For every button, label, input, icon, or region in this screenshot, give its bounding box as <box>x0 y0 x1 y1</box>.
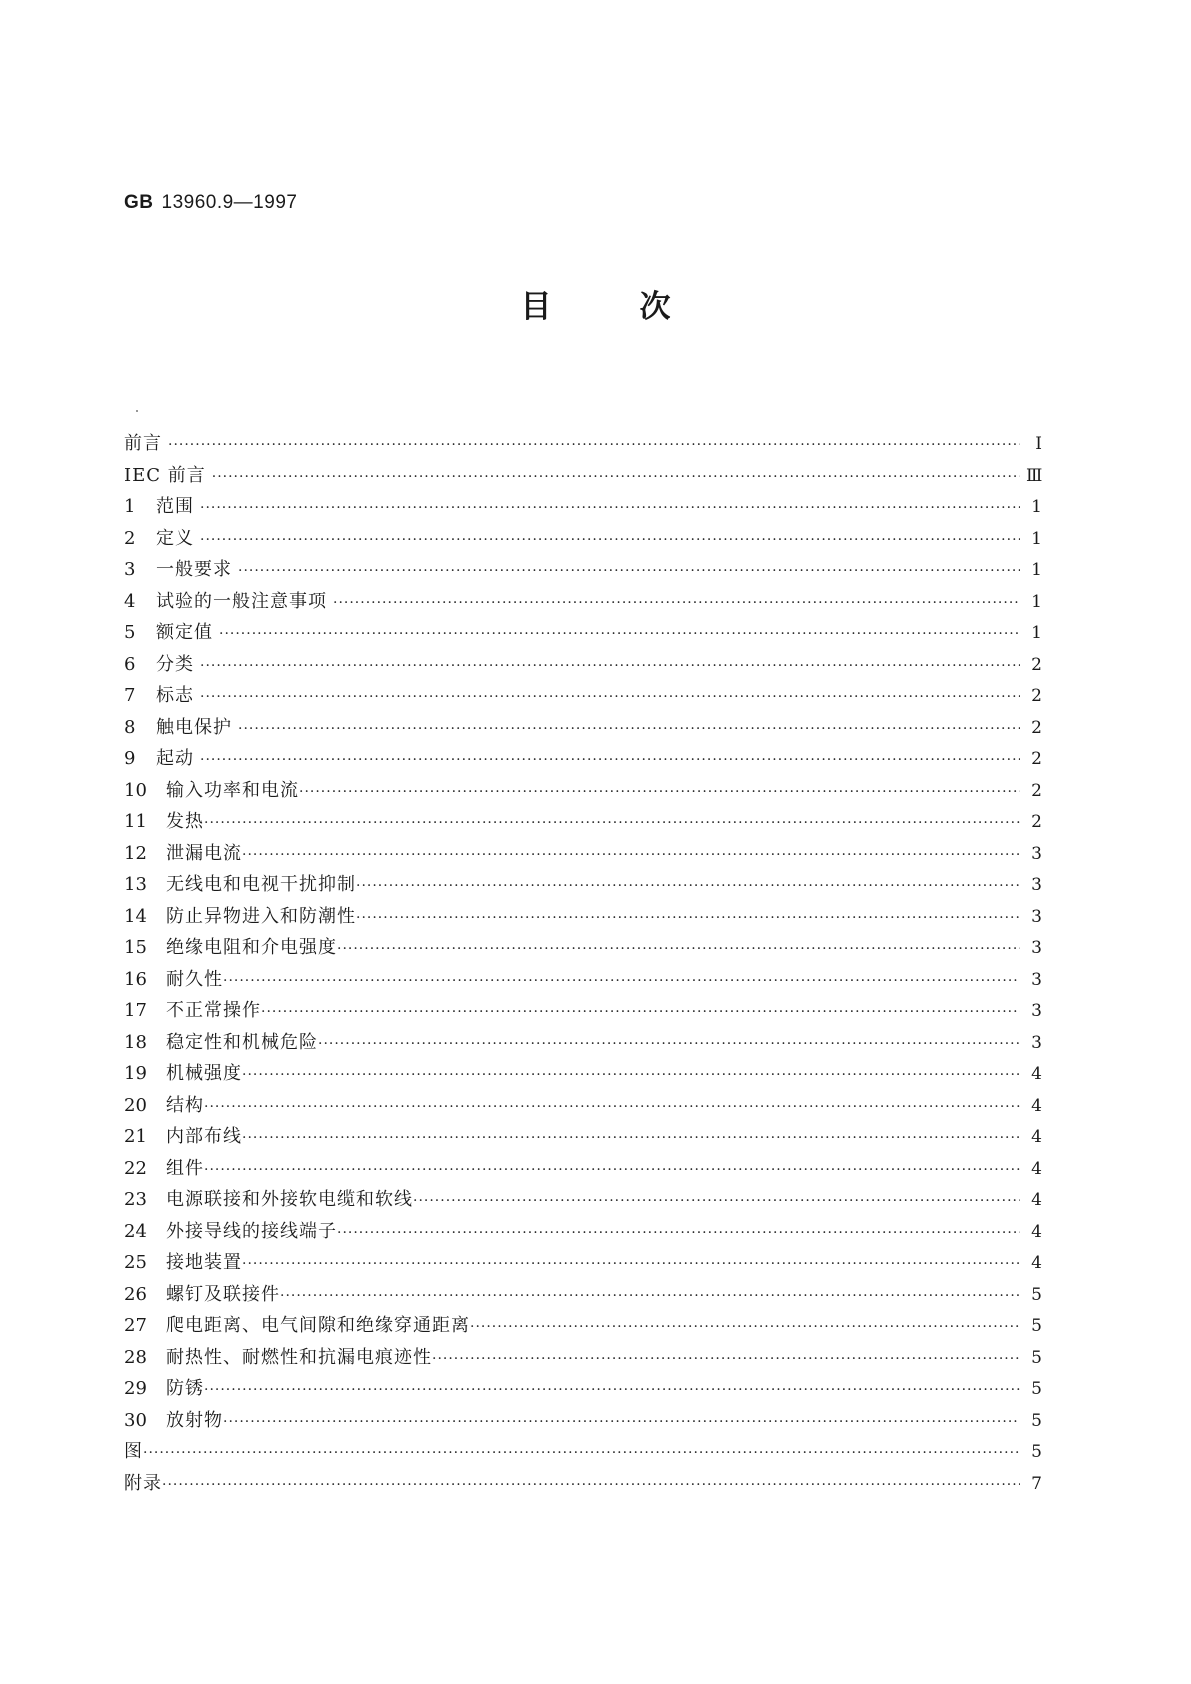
toc-entry-page: 5 <box>1031 1284 1042 1305</box>
toc-entry-label: 爬电距离、电气间隙和绝缘穿通距离 <box>166 1315 470 1336</box>
toc-entry-page: 4 <box>1031 1095 1042 1116</box>
toc-entry-number: 5 <box>124 622 136 643</box>
dot-leader <box>337 934 1020 966</box>
toc-entry-page: 3 <box>1031 1001 1042 1021</box>
toc-entry-label: 输入功率和电流 <box>166 779 299 801</box>
toc-entry-label: 绝缘电阻和介电强度 <box>166 937 337 958</box>
dot-leader <box>242 840 1020 872</box>
toc-entry-page: 5 <box>1031 1316 1042 1336</box>
toc-entry-number: 14 <box>124 905 147 927</box>
toc-entry-number: 16 <box>124 968 147 990</box>
dot-leader <box>242 1123 1020 1155</box>
toc-entry-page: 1 <box>1031 497 1042 517</box>
toc-entry[interactable] <box>124 649 1042 681</box>
toc-entry[interactable] <box>124 932 1042 964</box>
toc-entry-page: 1 <box>1031 623 1042 643</box>
toc-entry[interactable] <box>124 1027 1042 1059</box>
toc-entry[interactable] <box>124 838 1042 870</box>
toc-entry[interactable] <box>124 1436 1042 1468</box>
toc-entry-page: 7 <box>1031 1473 1042 1494</box>
toc-entry-label: 标志 <box>156 685 194 706</box>
toc-entry-page: 1 <box>1031 591 1042 612</box>
toc-entry-page: 3 <box>1031 843 1042 864</box>
dot-leader <box>238 556 1020 588</box>
dot-leader <box>212 462 1020 494</box>
toc-entry-number: 11 <box>124 811 147 832</box>
toc-entry-page: 3 <box>1031 875 1042 895</box>
dot-leader <box>242 1249 1020 1281</box>
toc-entry-label: 螺钉及联接件 <box>166 1283 280 1305</box>
standard-prefix: GB <box>124 192 154 213</box>
toc-entry-label: IEC 前言 <box>124 464 206 486</box>
dot-leader <box>204 1092 1020 1124</box>
toc-entry-number: 1 <box>124 496 136 517</box>
toc-entry[interactable] <box>124 964 1042 996</box>
toc-entry-number: 10 <box>124 779 147 801</box>
toc-entry[interactable] <box>124 1121 1042 1153</box>
dot-leader <box>242 1060 1020 1092</box>
toc-entry-label: 放射物 <box>166 1409 223 1431</box>
toc-entry[interactable] <box>124 1310 1042 1342</box>
table-of-contents <box>124 428 1042 1499</box>
toc-entry-label: 内部布线 <box>166 1126 242 1147</box>
toc-entry[interactable] <box>124 460 1042 492</box>
standard-number: 13960.9—1997 <box>161 192 298 213</box>
toc-entry-label: 图 <box>124 1441 143 1462</box>
toc-entry-label: 范围 <box>156 496 194 517</box>
toc-entry-number: 2 <box>124 527 136 549</box>
toc-entry[interactable] <box>124 995 1042 1027</box>
toc-entry[interactable] <box>124 680 1042 712</box>
toc-entry[interactable] <box>124 491 1042 523</box>
toc-entry[interactable] <box>124 775 1042 807</box>
toc-entry-label: 分类 <box>156 653 194 675</box>
toc-entry-label: 额定值 <box>156 622 213 643</box>
dot-leader <box>204 808 1020 840</box>
toc-entry-label: 耐久性 <box>166 968 223 990</box>
dot-leader <box>413 1186 1020 1218</box>
toc-entry-number: 18 <box>124 1031 147 1053</box>
toc-entry-page: 2 <box>1031 686 1042 706</box>
toc-entry-page: 3 <box>1031 906 1042 927</box>
toc-entry-page: 3 <box>1031 1032 1042 1053</box>
toc-entry-label: 防止异物进入和防潮性 <box>166 905 356 927</box>
toc-entry-page: 5 <box>1031 1347 1042 1368</box>
dot-leader <box>280 1281 1020 1313</box>
dot-leader <box>299 777 1020 809</box>
toc-entry-number: 4 <box>124 590 136 612</box>
toc-entry-label: 结构 <box>166 1094 204 1116</box>
toc-entry-label: 试验的一般注意事项 <box>156 590 327 612</box>
toc-entry-label: 一般要求 <box>156 559 232 580</box>
toc-entry-number: 26 <box>124 1283 147 1305</box>
dot-leader <box>219 619 1020 651</box>
toc-entry-number: 28 <box>124 1346 147 1368</box>
toc-entry-label: 触电保护 <box>156 716 232 738</box>
toc-entry[interactable] <box>124 1342 1042 1374</box>
toc-entry-number: 15 <box>124 937 147 958</box>
dot-leader <box>318 1029 1020 1061</box>
toc-entry-label: 组件 <box>166 1157 204 1179</box>
toc-entry-page: 4 <box>1031 1064 1042 1084</box>
toc-entry[interactable] <box>124 1184 1042 1216</box>
toc-entry-label: 附录 <box>124 1472 162 1494</box>
toc-entry-number: 22 <box>124 1157 147 1179</box>
toc-entry[interactable] <box>124 712 1042 744</box>
toc-entry-label: 定义 <box>156 527 194 549</box>
toc-entry-number: 30 <box>124 1409 147 1431</box>
toc-entry-page: Ⅲ <box>1026 465 1043 486</box>
toc-entry-label: 机械强度 <box>166 1063 242 1084</box>
toc-entry-number: 17 <box>124 1000 147 1021</box>
toc-entry-label: 电源联接和外接软电缆和软线 <box>166 1189 413 1210</box>
dot-leader <box>432 1344 1020 1376</box>
toc-entry-page: 1 <box>1031 528 1042 549</box>
toc-entry[interactable] <box>124 1153 1042 1185</box>
toc-entry[interactable] <box>124 554 1042 586</box>
toc-entry-label: 稳定性和机械危险 <box>166 1031 318 1053</box>
toc-entry[interactable] <box>124 617 1042 649</box>
toc-entry-page: 3 <box>1031 938 1042 958</box>
dot-leader <box>200 525 1020 557</box>
toc-entry-page: 2 <box>1031 654 1042 675</box>
toc-entry-page: 4 <box>1031 1127 1042 1147</box>
dot-leader <box>261 997 1020 1029</box>
toc-entry[interactable] <box>124 1279 1042 1311</box>
toc-entry-label: 不正常操作 <box>166 1000 261 1021</box>
toc-entry-page: 2 <box>1031 717 1042 738</box>
toc-entry-page: 4 <box>1031 1221 1042 1242</box>
toc-entry[interactable] <box>124 586 1042 618</box>
toc-entry-page: 5 <box>1031 1442 1042 1462</box>
toc-entry[interactable] <box>124 1373 1042 1405</box>
toc-entry[interactable] <box>124 1090 1042 1122</box>
toc-entry-label: 泄漏电流 <box>166 842 242 864</box>
toc-entry[interactable] <box>124 428 1042 460</box>
toc-entry[interactable] <box>124 1216 1042 1248</box>
toc-entry-label: 外接导线的接线端子 <box>166 1220 337 1242</box>
toc-entry-page: Ⅰ <box>1035 434 1042 454</box>
dot-leader <box>200 493 1020 525</box>
toc-entry[interactable] <box>124 1405 1042 1437</box>
dot-leader <box>204 1375 1020 1407</box>
dot-leader <box>238 714 1020 746</box>
dot-leader <box>204 1155 1020 1187</box>
toc-entry-number: 7 <box>124 685 136 706</box>
toc-entry-label: 接地装置 <box>166 1252 242 1273</box>
page-title: 目次 <box>520 289 759 325</box>
toc-entry[interactable] <box>124 869 1042 901</box>
toc-entry-number: 3 <box>124 559 136 580</box>
toc-entry-label: 前言 <box>124 433 162 454</box>
toc-entry-page: 2 <box>1031 812 1042 832</box>
toc-entry-label: 起动 <box>156 748 194 769</box>
toc-entry-number: 8 <box>124 716 136 738</box>
toc-entry-page: 2 <box>1031 749 1042 769</box>
toc-entry-number: 19 <box>124 1063 147 1084</box>
toc-entry-page: 3 <box>1031 969 1042 990</box>
toc-entry[interactable] <box>124 1468 1042 1500</box>
dot-leader <box>470 1312 1020 1344</box>
toc-entry[interactable] <box>124 1247 1042 1279</box>
toc-entry-label: 防锈 <box>166 1378 204 1399</box>
toc-entry-number: 13 <box>124 874 147 895</box>
dot-leader <box>333 588 1020 620</box>
toc-entry-page: 5 <box>1031 1379 1042 1399</box>
dot-leader <box>356 871 1020 903</box>
toc-entry-label: 耐热性、耐燃性和抗漏电痕迹性 <box>166 1346 432 1368</box>
toc-entry-label: 发热 <box>166 811 204 832</box>
toc-entry-number: 12 <box>124 842 147 864</box>
toc-entry[interactable] <box>124 901 1042 933</box>
toc-entry-page: 2 <box>1031 780 1042 801</box>
toc-entry-number: 24 <box>124 1220 147 1242</box>
toc-entry-number: 6 <box>124 653 136 675</box>
toc-entry-number: 20 <box>124 1094 147 1116</box>
toc-entry-number: 27 <box>124 1315 147 1336</box>
dot-leader <box>356 903 1020 935</box>
dot-leader <box>200 651 1020 683</box>
toc-entry-page: 4 <box>1031 1190 1042 1210</box>
toc-entry[interactable] <box>124 806 1042 838</box>
toc-entry-page: 4 <box>1031 1158 1042 1179</box>
toc-entry[interactable] <box>124 523 1042 555</box>
dot-leader <box>162 1470 1020 1502</box>
dot-leader <box>200 745 1020 777</box>
dot-leader <box>143 1438 1020 1470</box>
dot-leader <box>223 966 1020 998</box>
toc-entry-page: 5 <box>1031 1410 1042 1431</box>
scan-speck <box>136 410 138 412</box>
dot-leader <box>337 1218 1020 1250</box>
toc-entry[interactable] <box>124 743 1042 775</box>
toc-entry[interactable] <box>124 1058 1042 1090</box>
toc-entry-number: 21 <box>124 1126 147 1147</box>
toc-entry-number: 25 <box>124 1252 147 1273</box>
toc-entry-number: 29 <box>124 1378 147 1399</box>
toc-entry-label: 无线电和电视干扰抑制 <box>166 874 356 895</box>
dot-leader <box>168 430 1020 462</box>
document-code <box>124 192 297 214</box>
toc-entry-number: 9 <box>124 748 136 769</box>
toc-entry-page: 1 <box>1031 560 1042 580</box>
dot-leader <box>200 682 1020 714</box>
toc-entry-number: 23 <box>124 1189 147 1210</box>
dot-leader <box>223 1407 1020 1439</box>
toc-entry-page: 4 <box>1031 1253 1042 1273</box>
